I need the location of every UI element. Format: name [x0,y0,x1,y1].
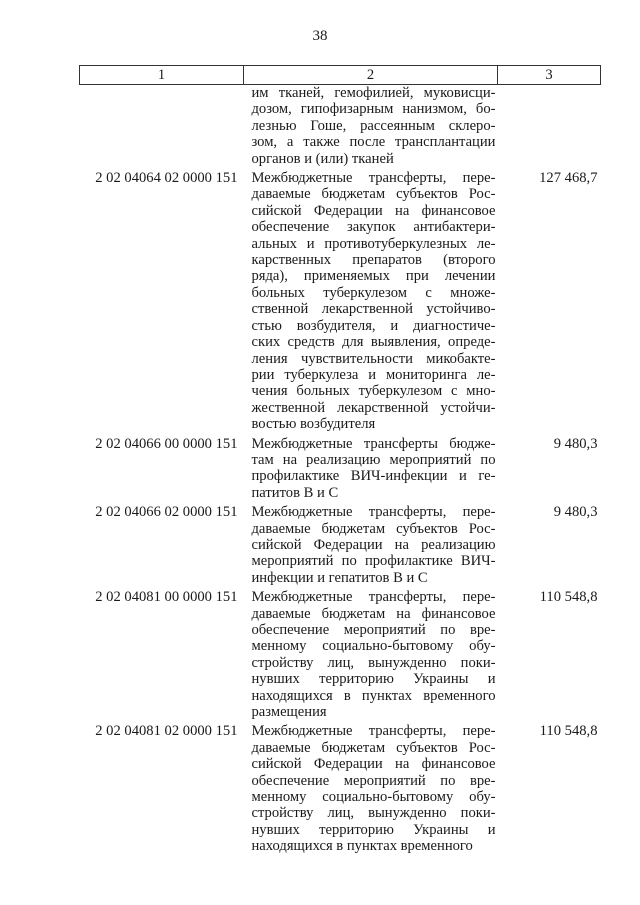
description-line: мероприятий по профилактике ВИЧ- [251,553,496,570]
amount-value: 9 480,3 [553,504,598,521]
description-line: патитов В и С [251,484,339,501]
description-line: Межбюджетные трансферты, пере- [251,723,496,740]
description-line: находящихся в пунктах временного [251,687,496,704]
table-row [80,723,601,857]
description-line: менному социально-бытовому обу- [251,789,496,806]
amount-value: 127 468,7 [539,170,598,187]
description-line: дозом, гипофизарным нанизмом, бо- [251,101,496,118]
description-line: сийской Федерации на финансовое [251,756,496,773]
column-header-1: 1 [80,66,244,85]
description-line: даваемые бюджетам субъектов Рос- [251,520,496,537]
transfer-description [244,504,498,589]
budget-table [79,65,601,858]
description-line: стройству лиц, вынужденно поки- [251,805,496,822]
description-line: обеспечение мероприятий по вре- [251,622,496,638]
transfer-description [244,436,498,505]
column-header-3: 3 [498,66,601,85]
description-line: ских средств для выявления, опреде- [251,334,496,351]
transfer-description [244,170,498,436]
description-line: стью возбудителя, и диагностиче- [251,317,496,334]
description-line: находящихся в пунктах временного [251,838,473,855]
description-line: им тканей, гемофилией, муковисци- [251,85,496,101]
table-header-row [80,66,601,85]
transfer-description [244,723,498,857]
amount-value: 110 548,8 [539,589,598,606]
description-line: размещения [251,704,327,721]
amount-value: 110 548,8 [539,723,598,740]
description-line: Межбюджетные трансферты бюдже- [251,435,496,452]
budget-code: 2 02 04081 02 0000 151 [95,723,238,740]
description-line: Межбюджетные трансферты, пере- [251,504,496,521]
amount-value [498,85,601,171]
description-line: рии туберкулеза и мониторинга ле- [251,366,496,383]
budget-code: 2 02 04081 00 0000 151 [95,589,238,606]
description-line: даваемые бюджетам субъектов Рос- [251,739,496,756]
budget-code: 2 02 04066 02 0000 151 [95,504,238,521]
description-line: даваемые бюджетам субъектов Рос- [251,186,496,203]
description-line: востью возбудителя [251,416,376,433]
table-body [80,85,601,858]
transfer-description [244,85,498,171]
description-line: профилактике ВИЧ-инфекции и ге- [251,468,496,485]
page-number: 38 [312,28,328,44]
description-line: стройству лиц, вынужденно поки- [251,654,496,671]
description-line: лезнью Гоше, рассеянным склеро- [251,117,496,134]
description-line: нувших территорию Украины и [251,821,496,838]
table-row [80,170,601,436]
amount-value: 9 480,3 [553,435,598,452]
budget-code: 2 02 04064 02 0000 151 [95,170,238,187]
column-header-2: 2 [244,66,498,85]
description-line: Межбюджетные трансферты, пере- [251,170,496,187]
table-row [80,589,601,723]
description-line: обеспечение мероприятий по вре- [251,772,496,789]
description-line: сийской Федерации на реализацию [251,536,496,553]
description-line: чения больных туберкулезом с мно- [251,383,496,400]
description-line: зом, а также после трансплантации [251,134,496,151]
table-row [80,85,601,171]
description-line: органов и (или) тканей [251,150,394,167]
description-line: там на реализацию мероприятий по [251,451,496,468]
description-line: Межбюджетные трансферты, пере- [251,589,496,606]
description-line: ственной лекарственной устойчиво- [251,301,496,318]
budget-code: 2 02 04066 00 0000 151 [95,435,238,452]
description-line: карственных препаратов (второго [251,252,496,269]
description-line: инфекции и гепатитов В и С [251,569,428,586]
table-row [80,504,601,589]
description-line: даваемые бюджетам на финансовое [251,605,496,622]
description-line: менному социально-бытовому обу- [251,638,496,655]
description-line: больных туберкулезом с множе- [251,284,496,301]
table-row [80,436,601,505]
description-line: жественной лекарственной устойчи- [251,399,496,416]
budget-table-container [79,65,600,858]
description-line: нувших территорию Украины и [251,671,496,688]
description-line: обеспечение закупок антибактери- [251,219,496,236]
description-line: альных и противотуберкулезных ле- [251,235,496,252]
description-line: сийской Федерации на финансовое [251,202,496,219]
budget-code [80,85,244,171]
transfer-description [244,589,498,723]
description-line: ряда), применяемых при лечении [251,268,496,285]
description-line: ления чувствительности микобакте- [251,350,496,367]
